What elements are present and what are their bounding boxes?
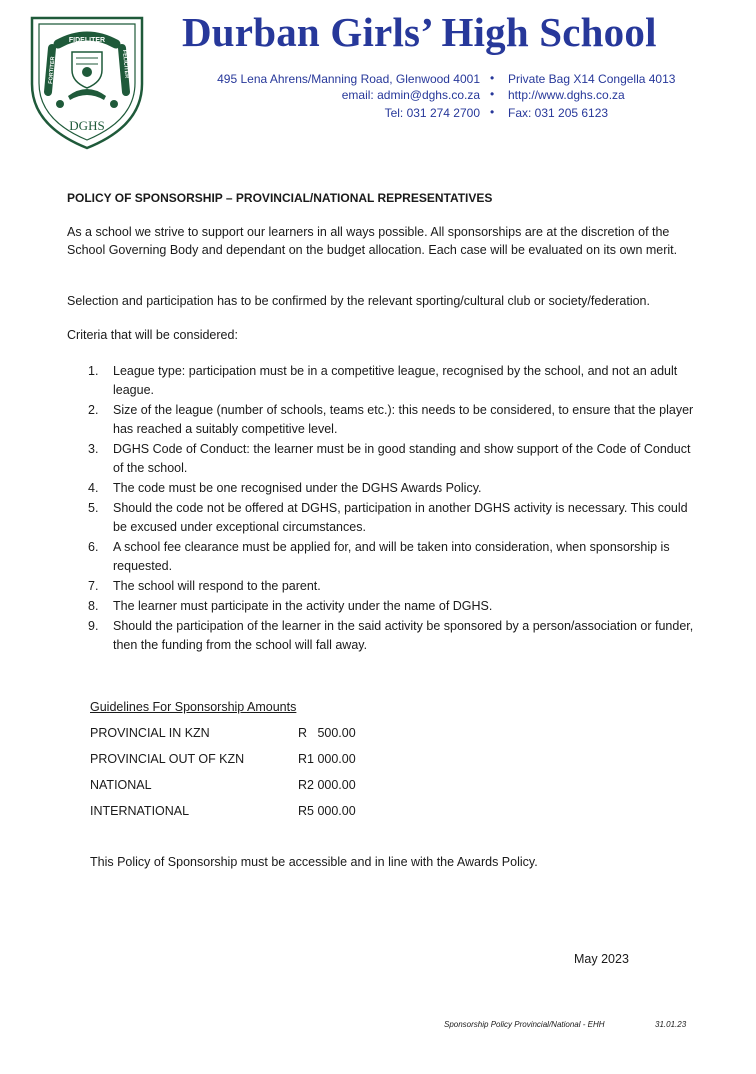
list-item-text: The learner must participate in the activity under the name of DGHS. [113,599,493,613]
list-item-text: The code must be one recognised under the DGHS Awards Policy. [113,481,482,495]
school-telephone: Tel: 031 274 2700 [384,106,480,120]
bullet-separator: • [490,87,495,101]
list-item-text: Size of the league (number of schools, teams etc.): this needs to be considered, to ensure that the player has reached a suitably competitive level. [113,403,694,436]
list-item-number: 3. [88,442,99,456]
crest-monogram: DGHS [69,118,105,133]
sponsorship-category: PROVINCIAL IN KZN [90,726,210,740]
bullet-separator: • [490,71,495,85]
closing-statement: This Policy of Sponsorship must be accessible and in line with the Awards Policy. [90,855,538,869]
school-email[interactable]: email: admin@dghs.co.za [341,88,480,102]
criteria-list [88,362,698,656]
list-item [88,401,698,439]
list-item [88,597,698,616]
list-item-number: 9. [88,619,99,633]
list-item-text: League type: participation must be in a competitive league, recognised by the school, and not an adult league. [113,364,678,397]
crest-motto-left: FORTITER [48,56,57,85]
sponsorship-category: INTERNATIONAL [90,804,190,818]
sponsorship-category: NATIONAL [90,778,152,792]
list-item-number: 1. [88,364,99,378]
list-item-text: The school will respond to the parent. [113,579,321,593]
list-item [88,499,698,537]
footer-reference: Sponsorship Policy Provincial/National - EHH [444,1020,605,1029]
list-item [88,479,698,498]
school-name: Durban Girls’ High School [182,9,657,55]
school-crest-logo [28,14,146,152]
list-item-text: DGHS Code of Conduct: the learner must be in good standing and show support of the Code of Conduct of the school. [113,442,691,475]
school-address: 495 Lena Ahrens/Manning Road, Glenwood 4001 [217,72,480,86]
list-item [88,362,698,400]
list-item-number: 5. [88,501,99,515]
school-website[interactable]: http://www.dghs.co.za [508,88,625,102]
list-item [88,617,698,655]
list-item-text: Should the code not be offered at DGHS, participation in another DGHS activity is necessary. This could be excused under exceptional circumstances. [113,501,688,534]
list-item-text: Should the participation of the learner in the said activity be sponsored by a person/association or funder, then the funding from the school will fall away. [113,619,694,652]
private-bag: Private Bag X14 Congella 4013 [508,72,676,86]
list-item [88,440,698,478]
footer-date: 31.01.23 [655,1020,687,1029]
list-item [88,538,698,576]
sponsorship-amount: R 500.00 [298,726,356,740]
intro-paragraph: As a school we strive to support our learners in all ways possible. All sponsorships are at the discretion of the School Governing Body and dependant on the budget allocation. Each case will be evaluated on its own merit. [67,225,678,257]
bullet-separator: • [490,105,495,119]
crest-motto-center: FIDELITER [68,37,106,44]
list-item-number: 2. [88,403,99,417]
sponsorship-category: PROVINCIAL OUT OF KZN [90,752,245,766]
selection-paragraph: Selection and participation has to be confirmed by the relevant sporting/cultural club or society/federation. [67,294,650,308]
policy-title: POLICY OF SPONSORSHIP – PROVINCIAL/NATIONAL REPRESENTATIVES [67,191,493,205]
guidelines-heading: Guidelines For Sponsorship Amounts [90,700,297,714]
list-item-number: 4. [88,481,99,495]
list-item [88,577,698,596]
list-item-number: 8. [88,599,99,613]
sponsorship-amount: R1 000.00 [298,752,356,766]
sponsorship-amount: R5 000.00 [298,804,356,818]
crest-motto-right: FELICITER [121,49,130,79]
list-item-text: A school fee clearance must be applied for, and will be taken into consideration, when sponsorship is requested. [113,540,670,573]
crest-shield-icon [28,14,146,152]
list-item-number: 6. [88,540,99,554]
sponsorship-amount: R2 000.00 [298,778,356,792]
criteria-heading: Criteria that will be considered: [67,328,238,342]
school-fax: Fax: 031 205 6123 [508,106,609,120]
list-item-number: 7. [88,579,99,593]
policy-date: May 2023 [574,952,629,966]
